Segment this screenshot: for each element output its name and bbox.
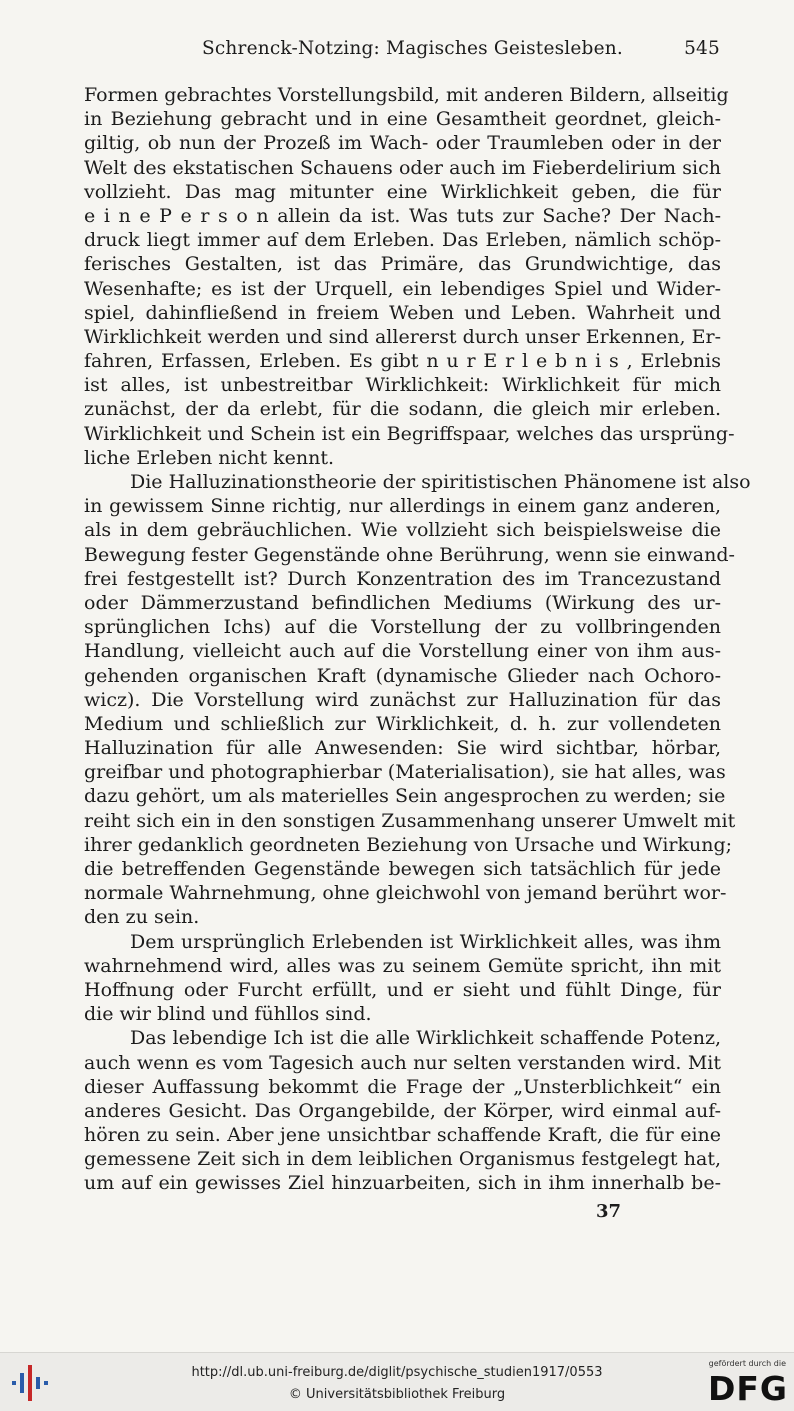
text-line: wahrnehmend wird, alles was zu seinem Gemüte spricht, ihn mit — [84, 954, 721, 977]
text-line: in Beziehung gebracht und in eine Gesamtheit geordnet, gleich- — [84, 108, 721, 131]
text-line: als in dem gebräuchlichen. Wie vollzieht sich beispielsweise die — [84, 519, 721, 542]
text-line: gehenden organischen Kraft (dynamische Glieder nach Ochoro- — [84, 664, 721, 687]
text-line: hören zu sein. Aber jene unsichtbar schaffende Kraft, die für eine — [84, 1124, 721, 1147]
text-line: zunächst, der da erlebt, für die sodann, die gleich mir erleben. — [84, 398, 721, 421]
text-line: Bewegung fester Gegenstände ohne Berührung, wenn sie einwand- — [84, 543, 735, 566]
text-line: um auf ein gewisses Ziel hinzuarbeiten, sich in ihm innerhalb be- — [84, 1172, 721, 1195]
text-line: Dem ursprünglich Erlebenden ist Wirklichkeit alles, was ihm — [130, 930, 721, 953]
text-line: spiel, dahinfließend in freiem Weben und Leben. Wahrheit und — [84, 301, 721, 324]
text-line: dazu gehört, um als materielles Sein angesprochen zu werden; sie — [84, 785, 726, 808]
source-url-link[interactable]: http://dl.ub.uni-freiburg.de/diglit/psychische_studien1917/0553 — [191, 1365, 603, 1380]
text-line: frei festgestellt ist? Durch Konzentration des im Trancezustand — [84, 567, 721, 590]
text-line: Die Halluzinationstheorie der spiritistischen Phänomene ist also — [130, 471, 751, 493]
text-line: liche Erleben nicht kennt. — [84, 446, 335, 469]
text-line: e i n e P e r s o n allein da ist. Was tuts zur Sache? Der Nach- — [84, 204, 721, 227]
text-line: in gewissem Sinne richtig, nur allerdings in einem ganz anderen, — [84, 495, 721, 518]
text-line: Wesenhafte; es ist der Urquell, ein lebendiges Spiel und Wider- — [84, 277, 721, 300]
text-line: Wirklichkeit und Schein ist ein Begriffspaar, welches das ursprüng- — [84, 422, 735, 445]
body-text — [84, 83, 751, 1196]
text-line: die betreffenden Gegenstände bewegen sich tatsächlich für jede — [84, 858, 721, 880]
text-line: ist alles, ist unbestreitbar Wirklichkeit: Wirklichkeit für mich — [84, 374, 721, 397]
text-line: Formen gebrachtes Vorstellungsbild, mit anderen Bildern, allseitig — [84, 84, 729, 106]
text-line: dieser Auffassung bekommt die Frage der „Unsterblichkeit“ ein — [84, 1075, 721, 1098]
text-line: normale Wahrnehmung, ohne gleichwohl von jemand berührt wor- — [84, 882, 727, 905]
text-line: vollzieht. Das mag mitunter eine Wirklichkeit geben, die für — [84, 180, 721, 203]
text-line: anderes Gesicht. Das Organgebilde, der Körper, wird einmal auf- — [84, 1099, 721, 1122]
signature-mark: 37 — [596, 1201, 622, 1222]
text-line: Hoffnung oder Furcht erfüllt, und er sieht und fühlt Dinge, für — [84, 978, 721, 1001]
text-line: den zu sein. — [84, 906, 200, 929]
text-line: Medium und schließlich zur Wirklichkeit, d. h. zur vollendeten — [84, 712, 721, 735]
running-head-title: Schrenck-Notzing: Magisches Geistesleben. — [202, 38, 623, 59]
text-line: ihrer gedanklich geordneten Beziehung von Ursache und Wirkung; — [84, 833, 733, 856]
text-line: greifbar und photographierbar (Materialisation), sie hat alles, was — [84, 761, 726, 784]
viewer-footer — [0, 1352, 794, 1411]
dfg-logo — [692, 1359, 788, 1407]
text-line: wicz). Die Vorstellung wird zunächst zur Halluzination für das — [84, 688, 721, 711]
text-line: Das lebendige Ich ist die alle Wirklichkeit schaffende Potenz, — [130, 1027, 721, 1050]
text-line: auch wenn es vom Tagesich auch nur selten verstanden wird. Mit — [84, 1051, 721, 1074]
text-line: druck liegt immer auf dem Erleben. Das Erleben, nämlich schöp- — [84, 229, 721, 252]
text-line: oder Dämmerzustand befindlichen Mediums (Wirkung des ur- — [84, 591, 721, 614]
text-line: fahren, Erfassen, Erleben. Es gibt n u r E r l e b n i s , Erlebnis — [84, 350, 721, 373]
text-line: sprünglichen Ichs) auf die Vorstellung der zu vollbringenden — [84, 616, 721, 639]
dfg-caption: gefördert durch die — [708, 1359, 786, 1368]
text-line: die wir blind und fühllos sind. — [84, 1003, 372, 1026]
text-line: giltig, ob nun der Prozeß im Wach- oder Traumleben oder in der — [84, 132, 721, 155]
text-line: Halluzination für alle Anwesenden: Sie wird sichtbar, hörbar, — [84, 737, 721, 760]
text-line: gemessene Zeit sich in dem leiblichen Organismus festgelegt hat, — [84, 1148, 721, 1171]
text-line: Welt des ekstatischen Schauens oder auch im Fieberdelirium sich — [84, 156, 721, 179]
page-number: 545 — [684, 38, 720, 59]
copyright-text: © Universitätsbibliothek Freiburg — [288, 1387, 506, 1402]
text-line: ferisches Gestalten, ist das Primäre, das Grundwichtige, das — [84, 253, 721, 276]
text-line: reiht sich ein in den sonstigen Zusammenhang unserer Umwelt mit — [84, 809, 736, 832]
dfg-logo-text: DFG — [707, 1369, 788, 1408]
text-line: Handlung, vielleicht auch auf die Vorstellung einer von ihm aus- — [84, 640, 721, 663]
text-line: Wirklichkeit werden und sind allererst durch unser Erkennen, Er- — [84, 325, 721, 348]
